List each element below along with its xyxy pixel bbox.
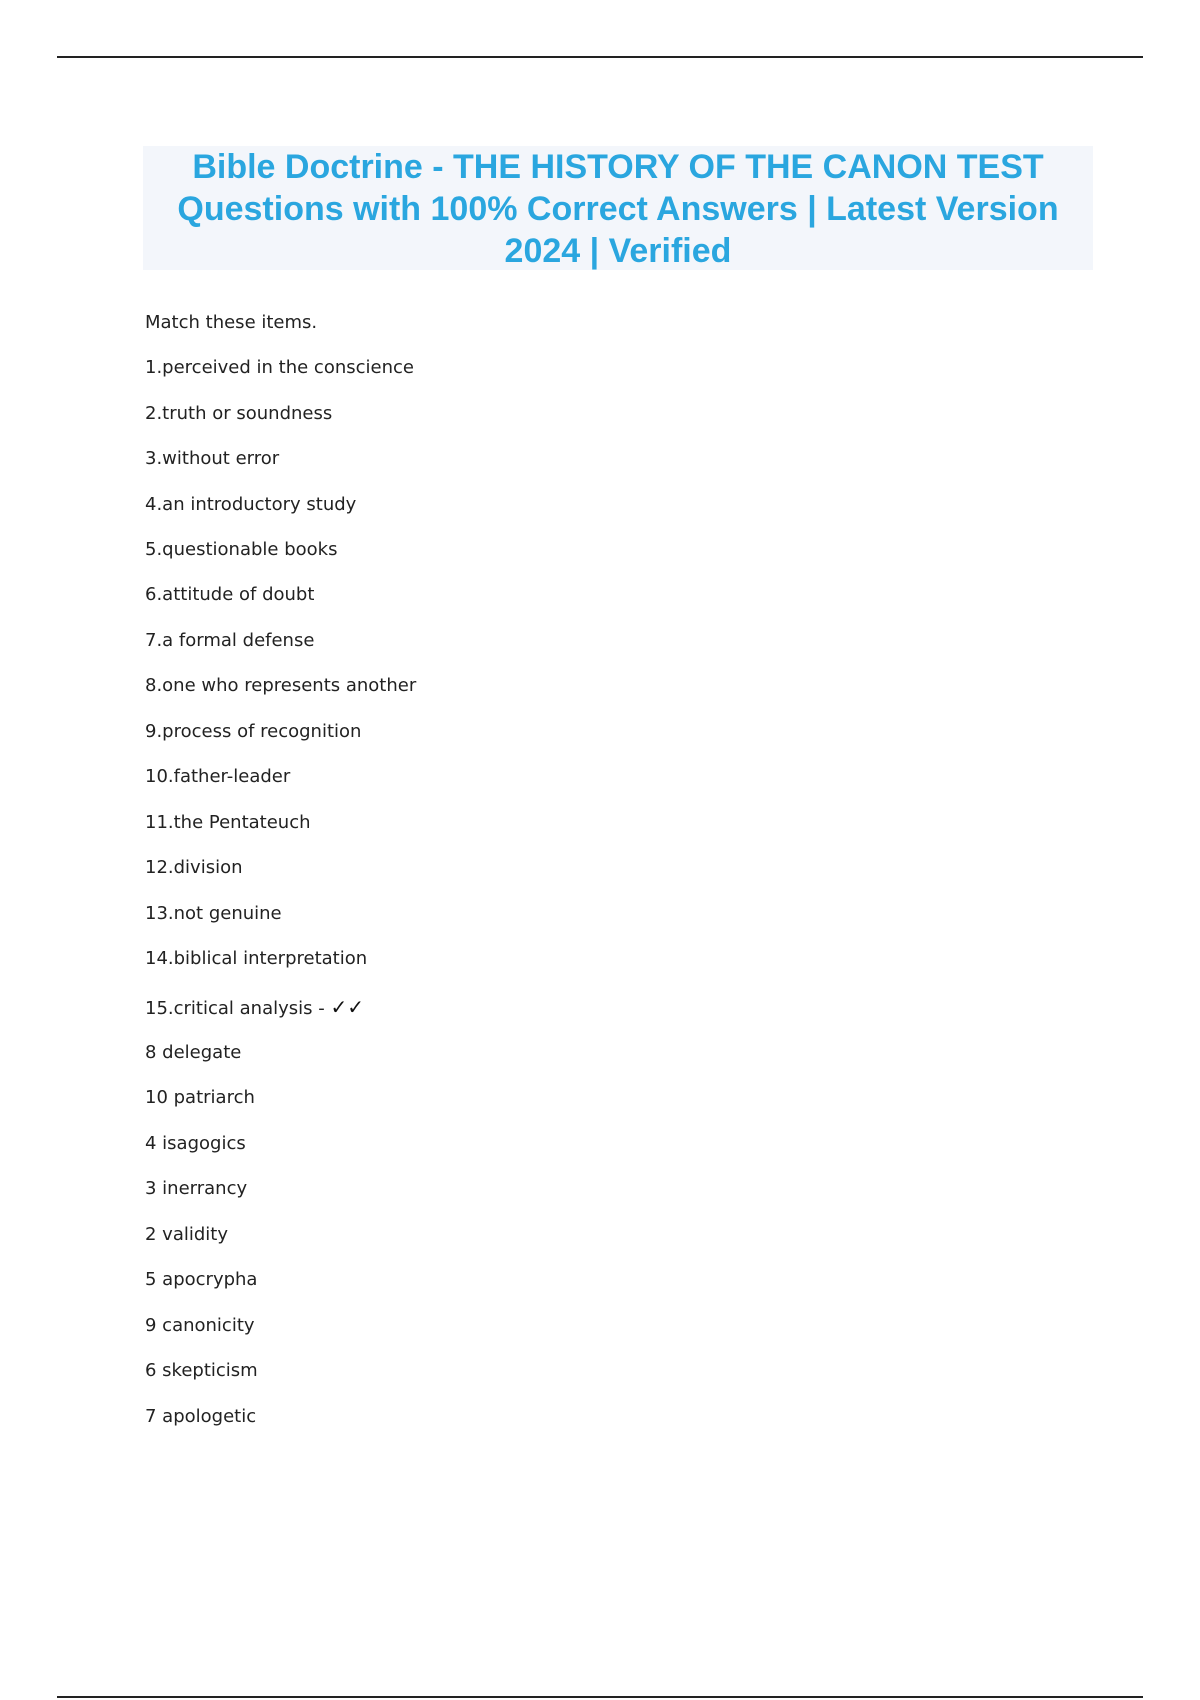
answer-item: 6 skepticism [145,1360,258,1381]
question-item: 10.father-leader [145,766,291,787]
top-rule [57,56,1143,58]
answer-item: 9 canonicity [145,1315,255,1336]
question-item: 7.a formal defense [145,630,315,651]
question-item-last [145,996,364,1020]
title-box [143,146,1093,270]
question-item: 4.an introductory study [145,494,357,515]
question-item: 11.the Pentateuch [145,812,311,833]
question-item: 6.attitude of doubt [145,584,315,605]
question-item: 14.biblical interpretation [145,948,368,969]
intro-text: Match these items. [145,312,318,333]
question-item: 13.not genuine [145,903,282,924]
check-mark-icon: ✓✓ [330,995,364,1019]
question-item: 3.without error [145,448,280,469]
answer-item: 10 patriarch [145,1087,255,1108]
question-item: 8.one who represents another [145,675,417,696]
answer-item: 7 apologetic [145,1406,257,1427]
question-item: 5.questionable books [145,539,338,560]
answer-item: 8 delegate [145,1042,242,1063]
answer-item: 4 isagogics [145,1133,246,1154]
question-item: 12.division [145,857,243,878]
bottom-rule [57,1696,1143,1698]
answer-item: 2 validity [145,1224,228,1245]
question-text: 15.critical analysis - [145,998,331,1019]
question-item: 9.process of recognition [145,721,362,742]
answer-item: 3 inerrancy [145,1178,248,1199]
answer-item: 5 apocrypha [145,1269,258,1290]
document-title: Bible Doctrine - THE HISTORY OF THE CANON TEST Questions with 100% Correct Answers | Latest Version 2024 | Verified [177,148,1059,270]
question-item: 2.truth or soundness [145,403,333,424]
question-item: 1.perceived in the conscience [145,357,414,378]
